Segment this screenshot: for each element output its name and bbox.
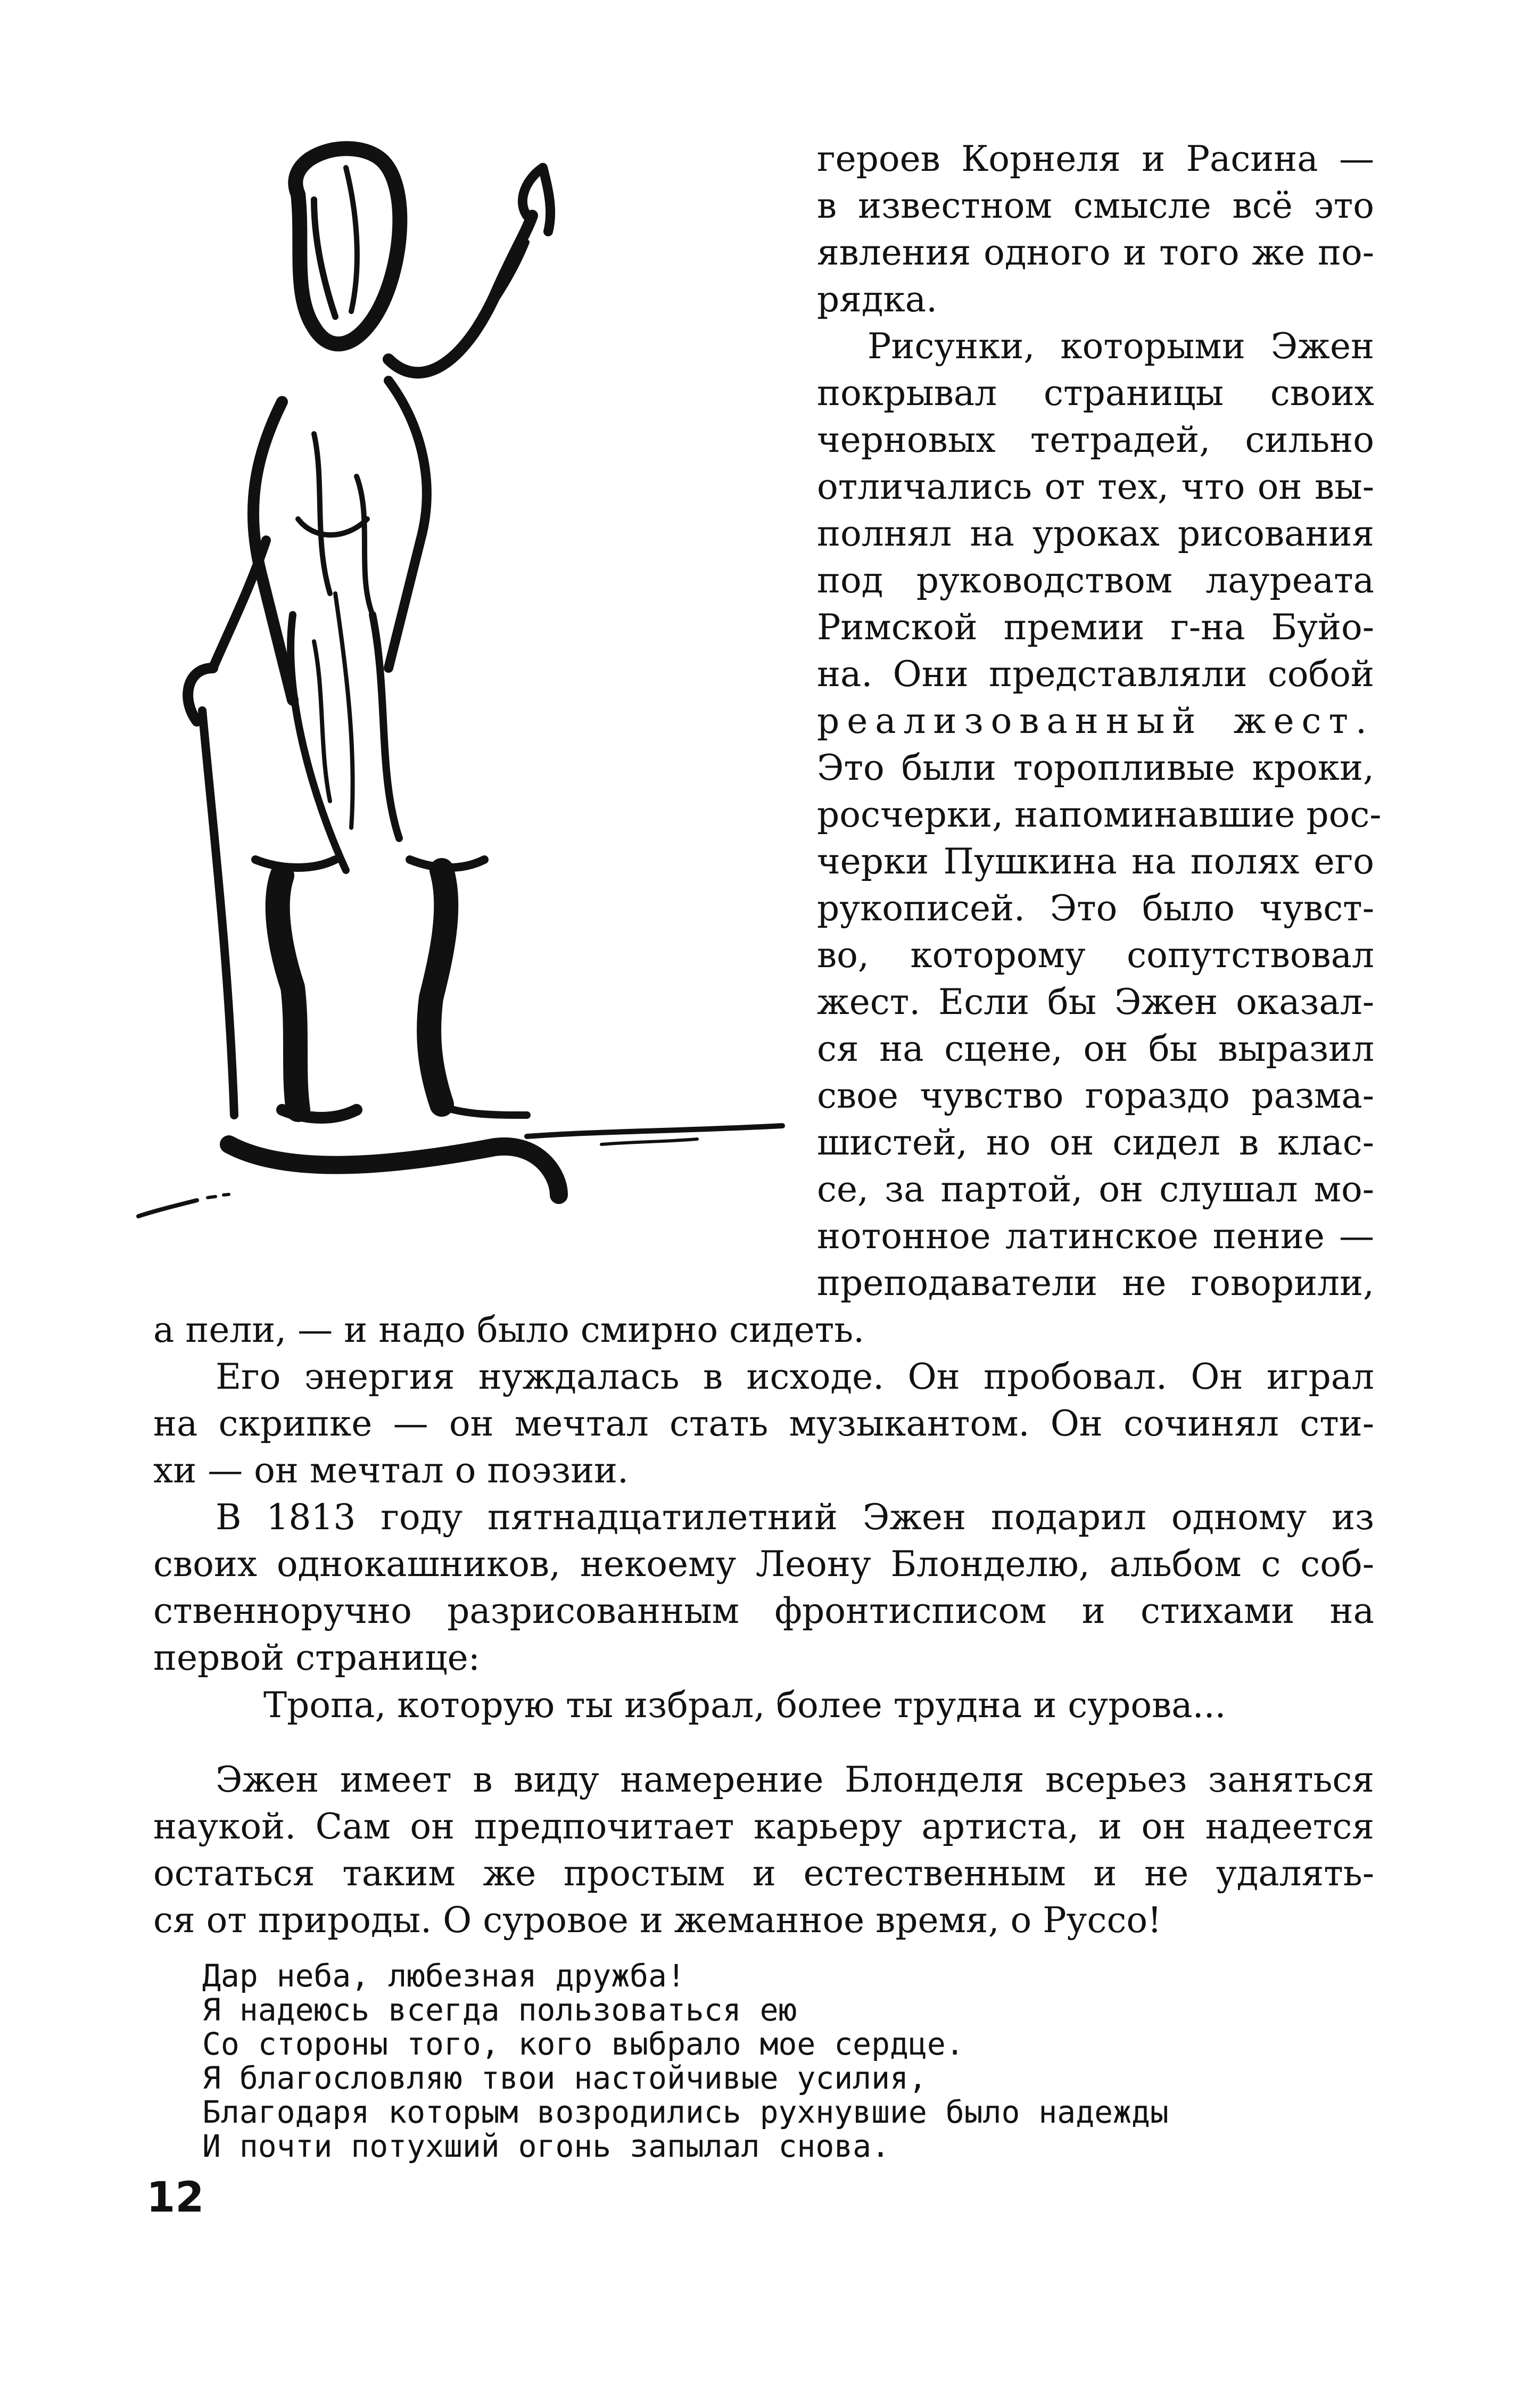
text-line: жест. Если бы Эжен оказал- (817, 982, 1374, 1022)
paragraph-start: Его энергия нуждалась в исходе. Он пробовал. Он играл (216, 1356, 1374, 1397)
text-line: рядка. (817, 279, 938, 320)
text-line: росчерки, напоминавшие рос- (817, 794, 1382, 835)
text-line: ся от природы. О суровое и жеманное время, о Руссо! (153, 1900, 1162, 1941)
paragraph-start: В 1813 году пятнадцатилетний Эжен подарил одному из (216, 1497, 1374, 1538)
text-line: отличались от тех, что он вы- (817, 466, 1374, 507)
text-line: героев Корнеля и Расина — (817, 138, 1374, 179)
text-line: преподаватели не говорили, (817, 1263, 1374, 1304)
poem-line: Я надеюсь всегда пользоваться ею (202, 1992, 797, 2028)
text-line: во, которому сопутствовал (817, 935, 1374, 976)
text-line: наукой. Сам он предпочитает карьеру артиста, и он надеется (153, 1806, 1374, 1847)
text-line: ственноручно разрисованным фронтисписом и стихами на (153, 1590, 1374, 1631)
text-line: Это были торопливые кроки, (817, 747, 1374, 788)
poem-line: И почти потухший огонь запылал снова. (202, 2128, 890, 2164)
page-number: 12 (146, 2174, 204, 2222)
poem-line: Со стороны того, кого выбрало мое сердце. (202, 2026, 964, 2062)
text-line: а пели, — и надо было смирно сидеть. (153, 1309, 865, 1350)
text-line: черновых тетрадей, сильно (817, 419, 1374, 460)
text-line: покрывал страницы своих (817, 373, 1374, 414)
sketch-illustration (122, 136, 788, 1227)
text-line: се, за партой, он слушал мо- (817, 1169, 1374, 1210)
text-line: под руководством лауреата (817, 560, 1374, 601)
text-line: явления одного и того же по- (817, 232, 1374, 273)
text-line: первой странице: (153, 1637, 480, 1678)
text-line: своих однокашников, некоему Леону Блонделю, альбом с соб- (153, 1544, 1374, 1585)
text-line: свое чувство гораздо разма- (817, 1075, 1374, 1116)
text-line: нотонное латинское пение — (817, 1216, 1374, 1257)
poem-line: Дар неба, любезная дружба! (202, 1958, 685, 1994)
poem-line: Я благословляю твои настойчивые усилия, (202, 2060, 927, 2096)
text-line: в известном смысле всё это (817, 185, 1374, 226)
text-line: хи — он мечтал о поэзии. (153, 1450, 629, 1491)
text-line-emphasis: реализованный жест. (817, 700, 1374, 741)
text-line: на скрипке — он мечтал стать музыкантом. Он сочинял сти- (153, 1403, 1374, 1444)
text-line: остаться таким же простым и естественным и не удалять- (153, 1853, 1374, 1894)
text-line: шистей, но он сидел в клас- (817, 1122, 1374, 1163)
figure-drawing (138, 149, 782, 1216)
text-line: рукописей. Это было чувст- (817, 888, 1374, 929)
text-line: Римской премии г-на Буйо- (817, 607, 1374, 648)
text-line: ся на сцене, он бы выразил (817, 1028, 1374, 1069)
poem-line: Благодаря которым возродились рухнувшие было надежды (202, 2094, 1169, 2130)
text-line: черки Пушкина на полях его (817, 841, 1374, 882)
text-line: на. Они представляли собой (817, 654, 1374, 695)
paragraph-start: Эжен имеет в виду намерение Блонделя всерьез заняться (216, 1759, 1374, 1800)
paragraph-start: Рисунки, которыми Эжен (868, 326, 1374, 367)
text-line: полнял на уроках рисования (817, 513, 1374, 554)
quoted-line: Тропа, которую ты избрал, более трудна и сурова... (263, 1685, 1226, 1726)
